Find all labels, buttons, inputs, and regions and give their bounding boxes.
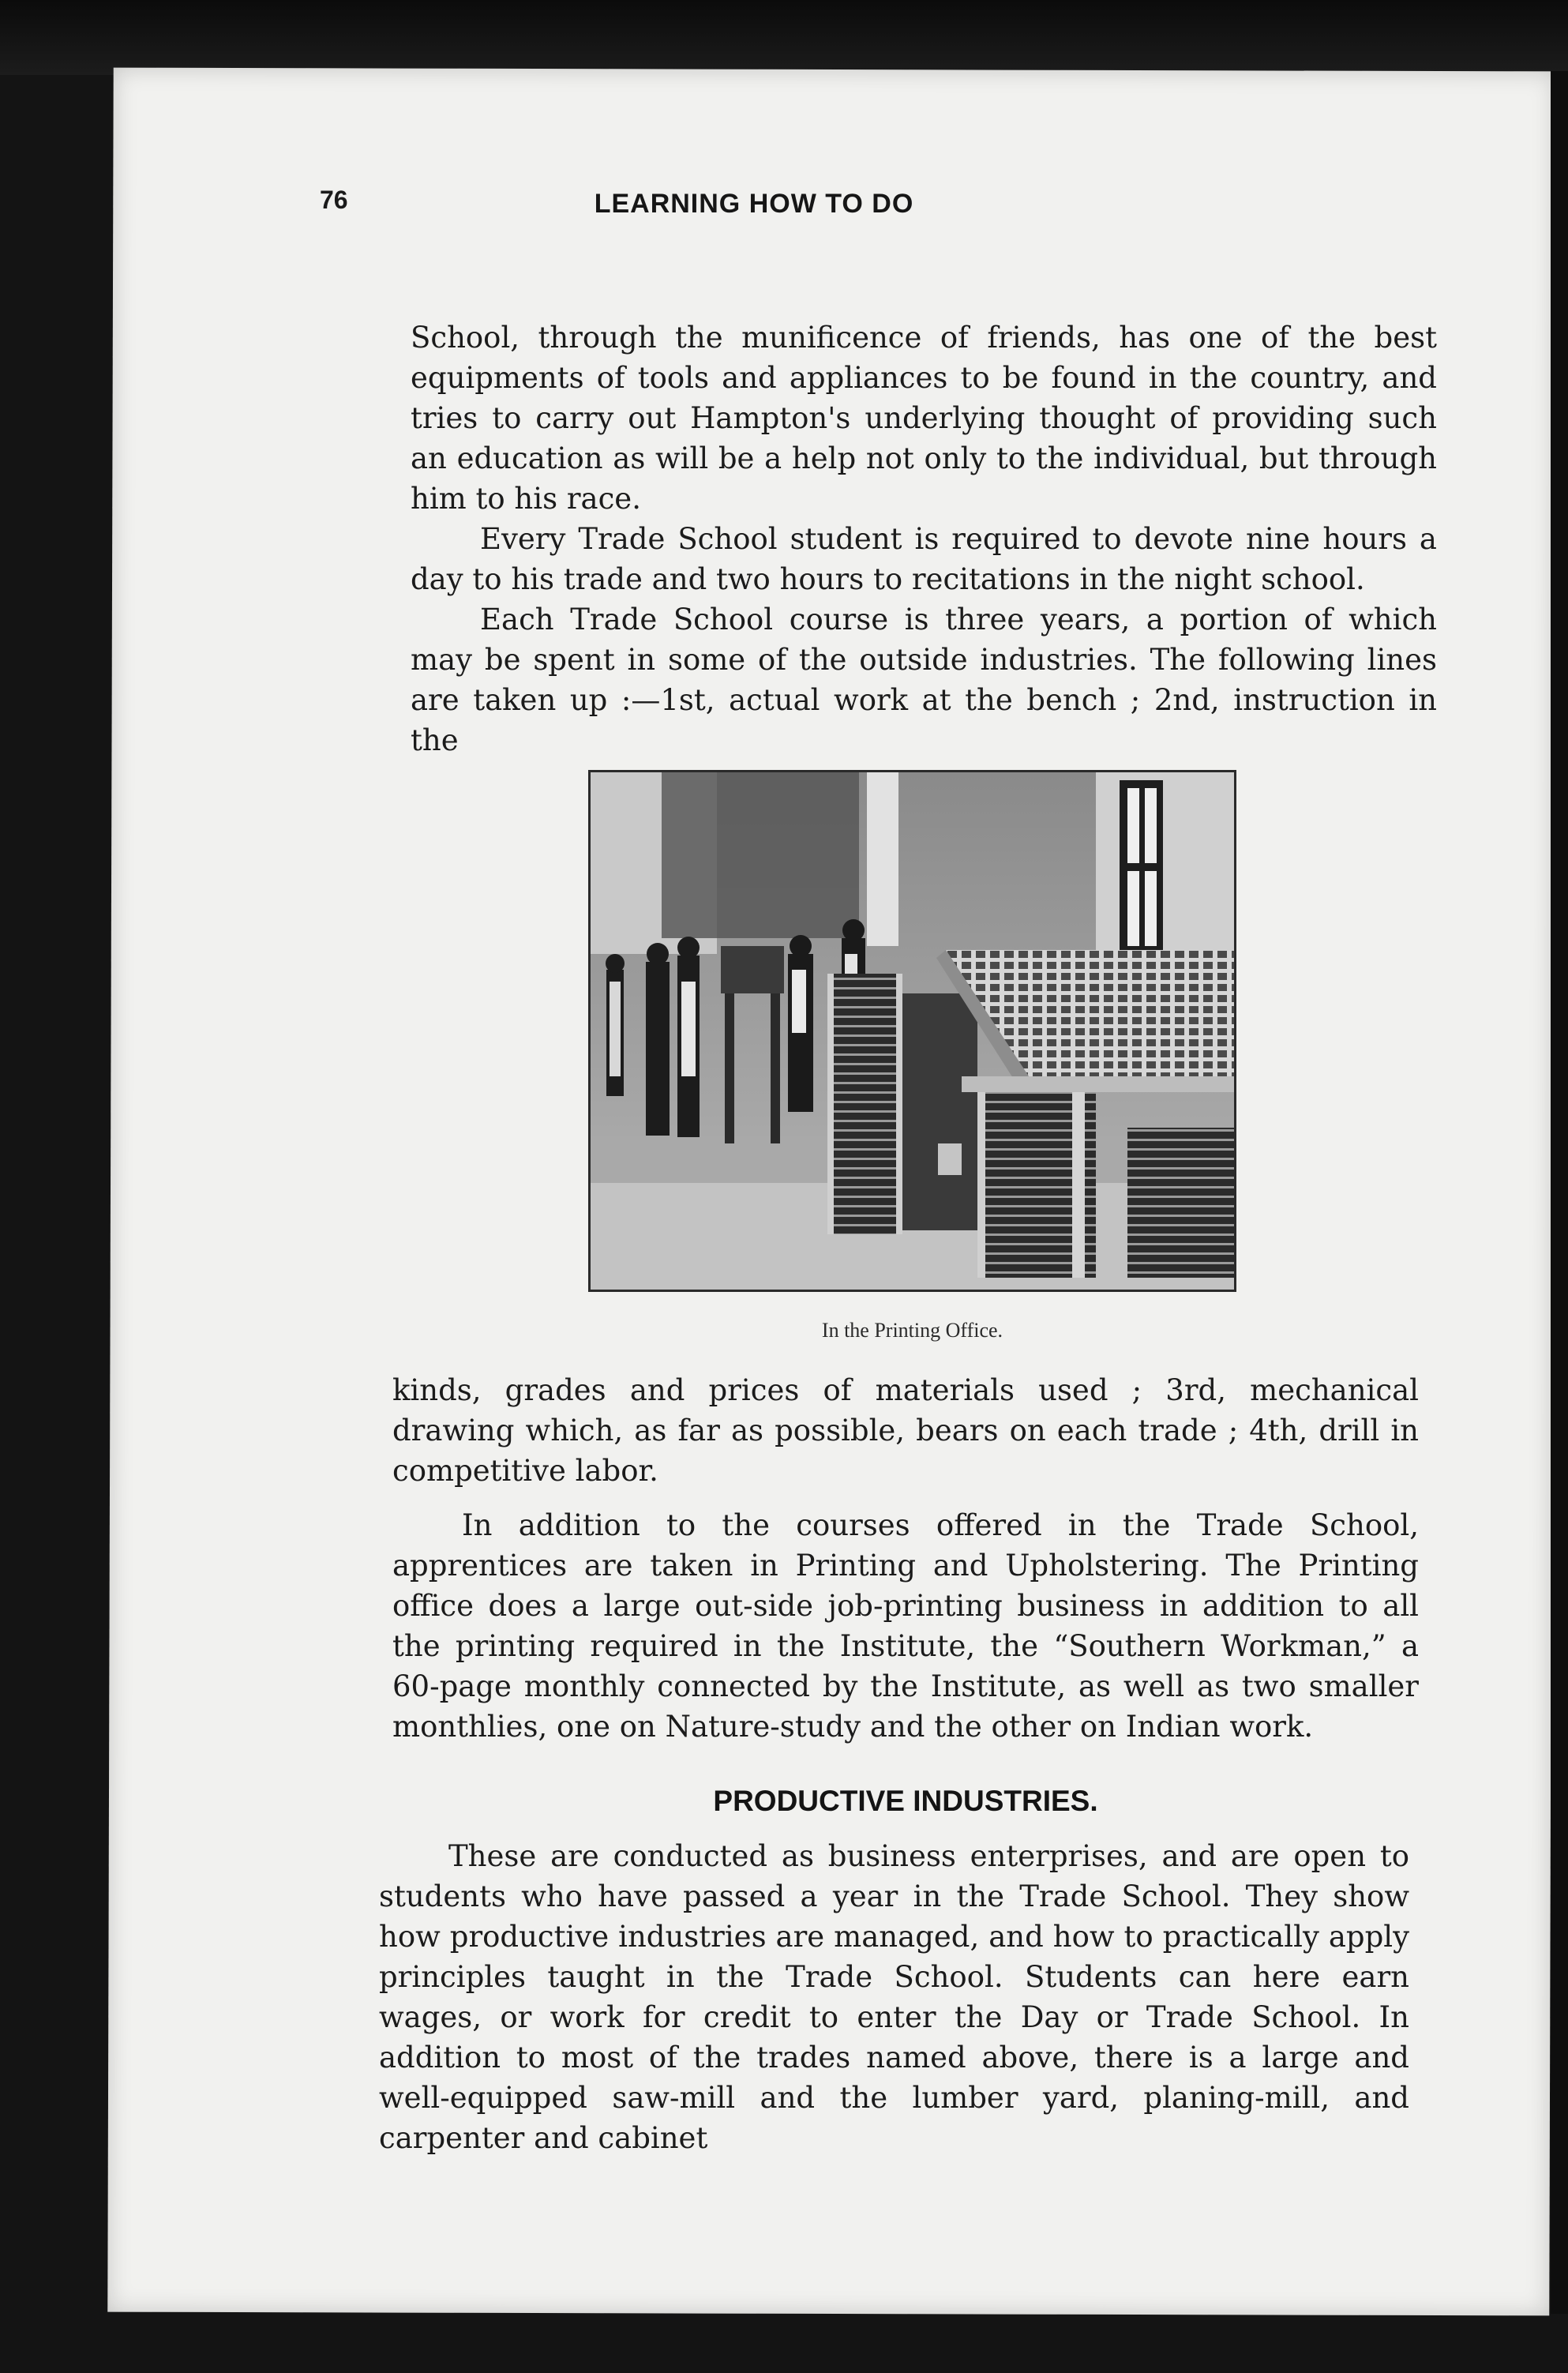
page-header	[320, 186, 1125, 233]
page-number: 76	[320, 186, 348, 214]
figure-caption: In the Printing Office.	[821, 1319, 1003, 1342]
text-block-middle	[392, 1370, 1419, 1747]
photo-illustration	[591, 772, 1234, 1290]
paragraph: kinds, grades and prices of materials used ; 3rd, mechanical drawing which, as far as possible, bears on each trade ; 4th, drill in competitive labor.	[392, 1373, 1419, 1488]
paragraph: These are conducted as business enterprises, and are open to students who have passed a year in the Trade School. They show how productive industries are managed, and how to practically apply principles taught in the Trade School. Students can here earn wages, or work for credit to enter the Day or Trade School. In addition to most of the trades named above, there is a large and well-equipped saw-mill and the lumber yard, planing-mill, and carpenter and cabinet	[379, 1839, 1409, 2155]
paragraph: School, through the munificence of friends, has one of the best equipments of tools and appliances to be found in the country, and tries to carry out Hampton's underlying thought of providing such an education as will be a help not only to the individual, but through him to his race.	[411, 321, 1437, 516]
running-head: LEARNING HOW TO DO	[594, 189, 914, 219]
section-heading: PRODUCTIVE INDUSTRIES.	[713, 1785, 1098, 1817]
scan-border	[0, 0, 1568, 75]
printing-office-photo	[588, 770, 1236, 1292]
text-block-top	[411, 317, 1437, 760]
paragraph: Each Trade School course is three years, a portion of which may be spent in some of the outside industries. The following lines are taken up :—1st, actual work at the bench ; 2nd, instruction in the	[411, 603, 1437, 757]
paragraph: In addition to the courses offered in the Trade School, apprentices are taken in Printing and Upholstering. The Printing office does a large out-side job-printing business in addition to all the printing required in the Institute, the “Southern Workman,” a 60-page monthly connected by the Institute, as well as two smaller monthlies, one on Nature-study and the other on Indian work.	[392, 1508, 1419, 1744]
text-block-bottom	[379, 1836, 1409, 2158]
paragraph: Every Trade School student is required to devote nine hours a day to his trade and two hours to recitations in the night school.	[411, 522, 1437, 596]
scan-edge	[1551, 71, 1568, 2314]
